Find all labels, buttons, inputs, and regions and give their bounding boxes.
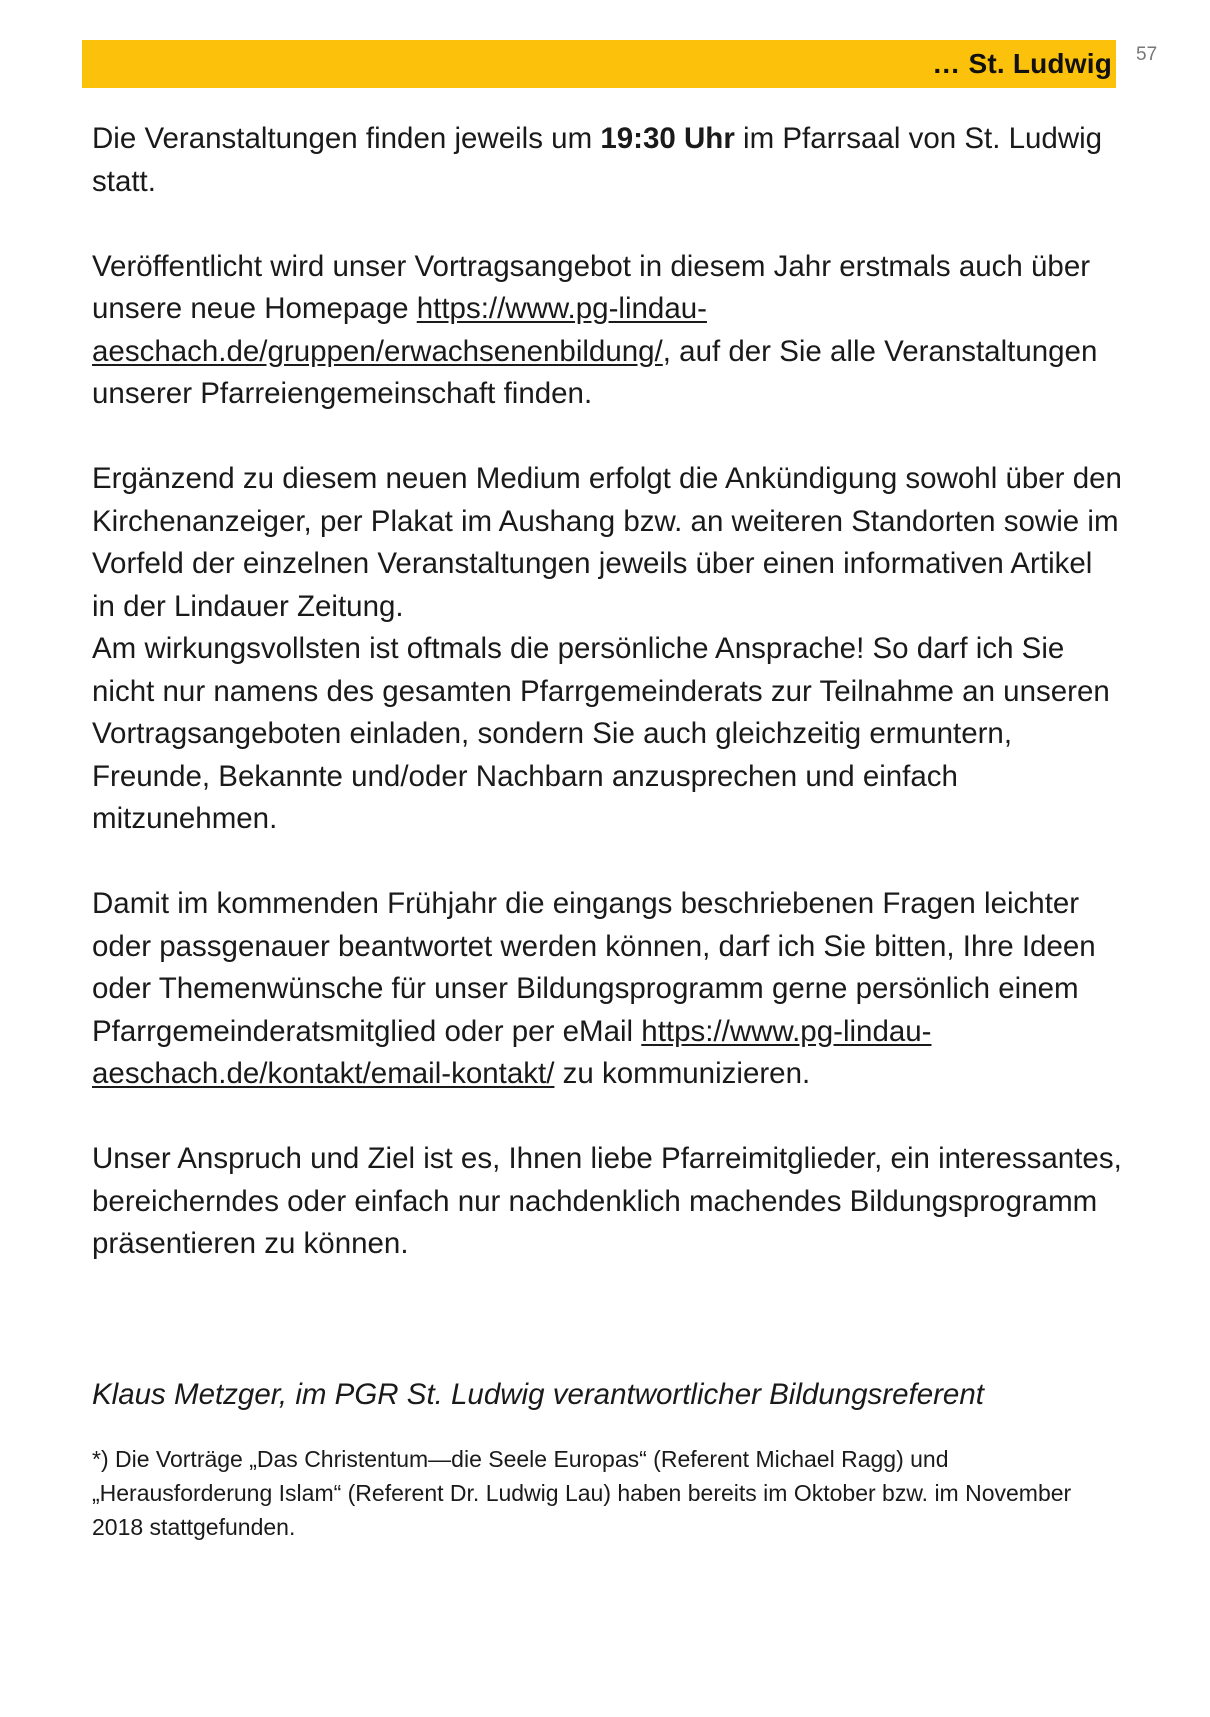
paragraph-announcement: Ergänzend zu diesem neuen Medium erfolgt die Ankündigung sowohl über den Kirchenanzeiger, per Plakat im Aushang bzw. an weiteren Standorten sowie im Vorfeld der einzelnen Veranstaltungen jeweils über einen informativen Artikel in der Lindauer Zeitung. — [92, 462, 1122, 623]
paragraph-personal-invitation: Am wirkungsvollsten ist oftmals die persönliche Ansprache! So darf ich Sie nicht nur namens des gesamten Pfarrgemeinderats zur Teilnahme an unseren Vortragsangeboten einladen, sondern Sie auch gleichzeitig ermuntern, Freunde, Bekannte und/oder Nachbarn anzusprechen und einfach mitzunehmen. — [92, 632, 1110, 835]
text-segment: Die Veranstaltungen finden jeweils um — [92, 122, 601, 155]
paragraph-homepage — [92, 246, 1122, 416]
paragraph-event-time — [92, 118, 1122, 203]
footnote: *) Die Vorträge „Das Christentum—die Seele Europas“ (Referent Michael Ragg) und „Herausforderung Islam“ (Referent Dr. Ludwig Lau) haben bereits im Oktober bzw. im November 2018 stattgefunden. — [92, 1446, 1072, 1540]
section-title: … St. Ludwig — [932, 48, 1112, 79]
paragraph-feedback — [92, 883, 1122, 1096]
author-signature: Klaus Metzger, im PGR St. Ludwig verantwortlicher Bildungsreferent — [92, 1378, 984, 1411]
page-number: 57 — [1136, 44, 1158, 65]
text-segment: im Pfarrsaal von St. Ludwig statt. — [92, 122, 1103, 198]
text-segment: zu kommunizieren. — [554, 1057, 811, 1090]
section-header-bar — [82, 40, 1116, 88]
homepage-link[interactable]: https://www.pg-lindau-aeschach.de/gruppen/erwachsenenbildung/ — [92, 292, 707, 368]
paragraph-closing: Unser Anspruch und Ziel ist es, Ihnen liebe Pfarreimitglieder, ein interessantes, bereicherndes oder einfach nur nachdenklich machendes Bildungsprogramm präsentieren zu können. — [92, 1142, 1122, 1260]
text-segment: , auf der Sie alle Veranstaltungen unserer Pfarreiengemeinschaft finden. — [92, 334, 1098, 410]
text-segment: Veröffentlicht wird unser Vortragsangebot in diesem Jahr erstmals auch über unsere neue Homepage — [92, 249, 1091, 325]
paragraph-gap — [92, 203, 1122, 246]
text-segment: Damit im kommenden Frühjahr die eingangs beschriebenen Fragen leichter oder passgenauer beantwortet werden können, darf ich Sie bitten, Ihre Ideen oder Themenwünsche für unser Bildungsprogramm gerne persönlich einem Pfarrgemeinderatsmitglied oder per eMail — [92, 887, 1096, 1048]
paragraph-gap — [92, 841, 1122, 884]
body-text — [92, 118, 1122, 1266]
event-time: 19:30 Uhr — [600, 122, 735, 155]
paragraph-gap — [92, 416, 1122, 459]
contact-link[interactable]: https://www.pg-lindau-aeschach.de/kontakt/email-kontakt/ — [92, 1014, 932, 1090]
paragraph-gap — [92, 1096, 1122, 1139]
